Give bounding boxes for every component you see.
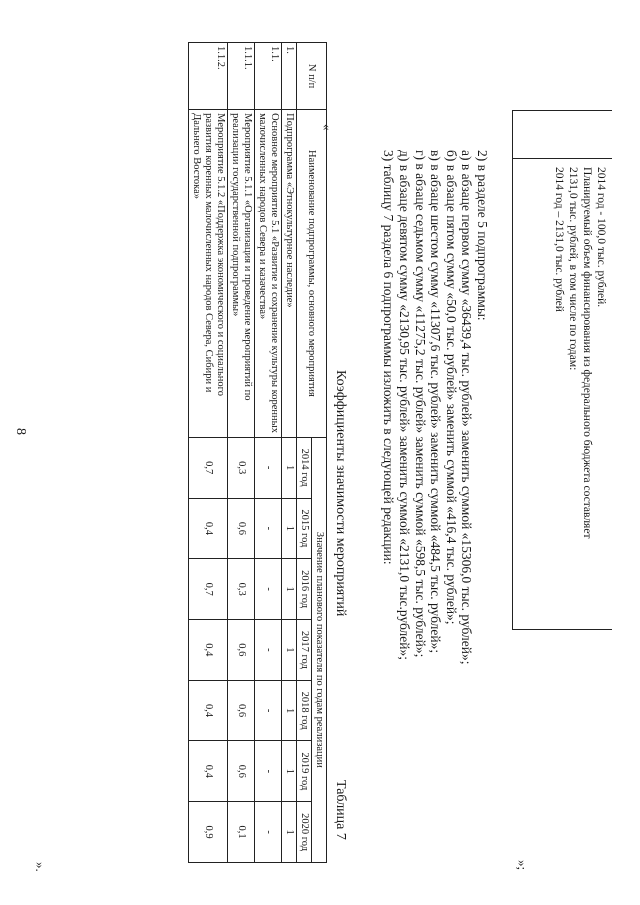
amendment-item: д) в абзаце девятом сумму «2130,95 тыс. рублей» заменить суммой «2131,0 тыс.рублей»; [397,150,413,661]
quote-close-mark: »; [515,860,530,871]
row-num: 1. [282,43,297,110]
budget-line: Планируемый объем финансирования из федерального бюджета составляет [581,167,593,539]
row-value: 0,6 [228,620,255,681]
row-value: 0,3 [228,559,255,620]
table-row [228,43,255,863]
row-value: 0,6 [228,741,255,802]
row-value: 1 [282,559,297,620]
header-year: 2017 год [297,620,312,681]
table-header-row [312,43,327,863]
row-value: 0,4 [189,680,228,741]
table-title: Коэффициенты значимости мероприятий [333,370,348,617]
significance-table [188,42,327,863]
row-value: 0,7 [189,437,228,498]
row-name: Мероприятие 5.1.2 «Поддержка экономического и социального развития коренных малочисленных народов Севера, Сибири и Дальнего Востока» [189,110,228,438]
row-value: - [255,620,282,681]
row-value: 1 [282,498,297,559]
amendment-item: 2) в разделе 5 подпрограммы: [475,150,490,321]
amendment-item: б) в абзаце пятом сумму «50,0 тыс. рублей» заменить суммой «416,4 тыс. рублей»; [443,150,459,625]
closing-mark: ». [33,862,48,872]
amendments-list [381,150,490,665]
row-value: 1 [282,620,297,681]
header-num: N п/п [297,43,327,110]
row-value: 1 [282,741,297,802]
row-value: - [255,741,282,802]
amendment-item: в) в абзаце шестом сумму «11307,6 тыс. рублей» заменить суммой «484,5 тыс. рублей»; [428,150,444,654]
row-value: 0,7 [189,559,228,620]
budget-line: 2014 год - 100,0 тыс. рублей. [595,167,607,308]
amendment-item: г) в абзаце седьмом сумму «11275,2 тыс. рублей» заменить суммой «598,5 тыс. рублей»; [412,150,428,658]
row-value: 0,3 [228,437,255,498]
amendment-item: а) в абзаце первом сумму «36439,4 тыс. рублей» заменить суммой «15306,0 тыс. рублей»; [459,150,475,665]
row-value: 0,4 [189,620,228,681]
budget-excerpt-label-column [513,111,612,159]
row-name: Мероприятие 5.1.1 «Организация и проведение мероприятий по реализации государственной подпрограммы» [228,110,255,438]
page-number: 8 [13,428,28,435]
header-year: 2014 год [297,437,312,498]
row-num: 1.1. [255,43,282,110]
header-year: 2015 год [297,498,312,559]
table-row [255,43,282,863]
row-value: 1 [282,437,297,498]
row-value: - [255,437,282,498]
budget-excerpt-text [552,167,608,538]
table-row [189,43,228,863]
header-year: 2020 год [297,802,312,863]
row-value: 0,4 [189,498,228,559]
row-value: 1 [282,802,297,863]
row-num: 1.1.1. [228,43,255,110]
quote-open-mark: « [320,124,335,131]
row-value: 0,9 [189,802,228,863]
row-name: Подпрограмма «Этнокультурное наследие» [282,110,297,438]
row-value: 0,6 [228,498,255,559]
row-name: Основное мероприятие 5.1 «Развитие и сохранение культуры коренных малочисленных народов Севера и казачества» [255,110,282,438]
budget-line: 2014 год – 2131,0 тыс. рублей [553,167,565,312]
row-value: - [255,559,282,620]
header-year: 2019 год [297,741,312,802]
row-value: 1 [282,680,297,741]
row-value: - [255,498,282,559]
header-year: 2018 год [297,680,312,741]
header-group: Значение планового показателя по годам реализации [312,437,327,862]
row-value: - [255,802,282,863]
budget-excerpt-box [512,110,612,630]
row-value: - [255,680,282,741]
table-row [282,43,297,863]
header-name: Наименование подпрограммы, основного мероприятия [297,110,327,438]
table-label: Таблица 7 [333,780,348,840]
budget-line: 2131,0 тыс. рублей, в том числе по годам: [567,167,579,371]
row-value: 0,4 [189,741,228,802]
header-year: 2016 год [297,559,312,620]
row-num: 1.1.2. [189,43,228,110]
row-value: 0,6 [228,680,255,741]
amendment-item: 3) таблицу 7 раздела 6 подпрограммы изложить в следующей редакции: [381,150,397,565]
row-value: 0,1 [228,802,255,863]
